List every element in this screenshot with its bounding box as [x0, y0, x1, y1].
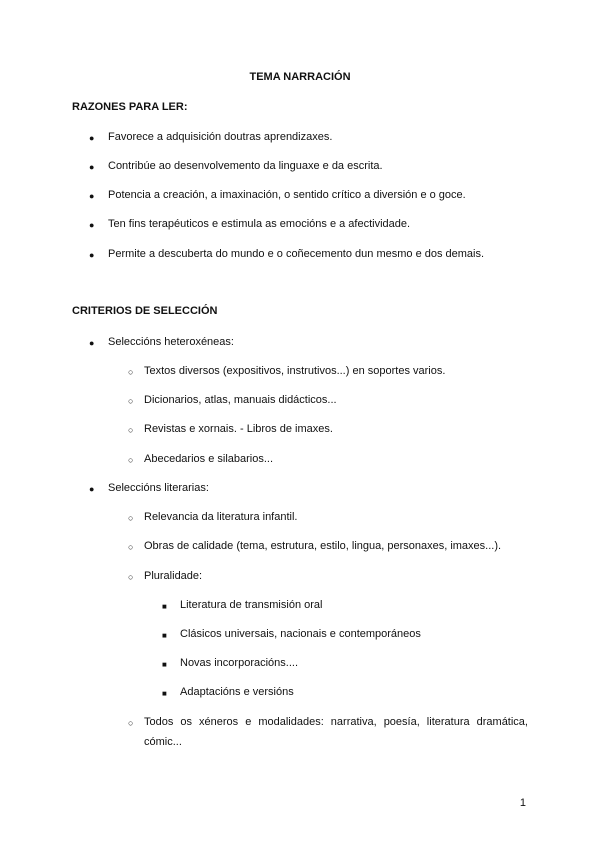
- bullet-circle: ○: [128, 455, 134, 465]
- list-item: Literatura de transmisión oral: [180, 599, 323, 611]
- bullet-circle: ○: [128, 542, 134, 552]
- list-item: Relevancia da literatura infantil.: [144, 511, 298, 523]
- list-item: Dicionarios, atlas, manuais didácticos...: [144, 394, 337, 406]
- bullet-disc: ●: [89, 338, 95, 348]
- bullet-circle: ○: [128, 513, 134, 523]
- bullet-disc: ●: [89, 191, 95, 201]
- list-item: Ten fins terapéuticos e estimula as emocións e a afectividade.: [108, 218, 411, 230]
- list-item: Favorece a adquisición doutras aprendizaxes.: [108, 131, 333, 143]
- bullet-disc: ●: [89, 220, 95, 230]
- page-number: 1: [519, 797, 526, 809]
- bullet-disc: ●: [89, 162, 95, 172]
- bullet-circle: ○: [128, 718, 134, 728]
- bullet-circle: ○: [128, 572, 134, 582]
- section-heading-razones: RAZONES PARA LER:: [72, 101, 188, 113]
- bullet-square: ■: [162, 631, 167, 640]
- list-item: Clásicos universais, nacionais e contemporáneos: [180, 628, 421, 640]
- list-item: Abecedarios e silabarios...: [144, 453, 274, 465]
- list-item: Pluralidade:: [144, 570, 203, 582]
- list-item: Obras de calidade (tema, estrutura, estilo, lingua, personaxes, imaxes...).: [144, 540, 502, 552]
- list-item: Permite a descuberta do mundo e o coñecemento dun mesmo e dos demais.: [108, 248, 485, 260]
- bullet-disc: ●: [89, 133, 95, 143]
- document-title: TEMA NARRACIÓN: [249, 71, 351, 83]
- group-label-literarias: Seleccións literarias:: [108, 482, 209, 494]
- list-item: Adaptacións e versións: [180, 686, 294, 698]
- bullet-square: ■: [162, 602, 167, 611]
- list-item: Contribúe ao desenvolvemento da linguaxe e da escrita.: [108, 160, 383, 172]
- section-heading-criterios: CRITERIOS DE SELECCIÓN: [72, 305, 218, 317]
- list-item: Revistas e xornais. - Libros de imaxes.: [144, 423, 333, 435]
- bullet-circle: ○: [128, 367, 134, 377]
- group-label-heteroxeneas: Seleccións heteroxéneas:: [108, 336, 234, 348]
- bullet-disc: ●: [89, 484, 95, 494]
- list-item-continuation: cómic...: [144, 736, 182, 748]
- list-item: Novas incorporacións....: [180, 657, 298, 669]
- bullet-square: ■: [162, 660, 167, 669]
- list-item: Todos os xéneros e modalidades: narrativa, poesía, literatura dramática,: [144, 716, 528, 728]
- bullet-square: ■: [162, 689, 167, 698]
- bullet-disc: ●: [89, 250, 95, 260]
- list-item: Potencia a creación, a imaxinación, o sentido crítico a diversión e o goce.: [108, 189, 466, 201]
- bullet-circle: ○: [128, 425, 134, 435]
- list-item: Textos diversos (expositivos, instrutivos...) en soportes varios.: [144, 365, 446, 377]
- bullet-circle: ○: [128, 396, 134, 406]
